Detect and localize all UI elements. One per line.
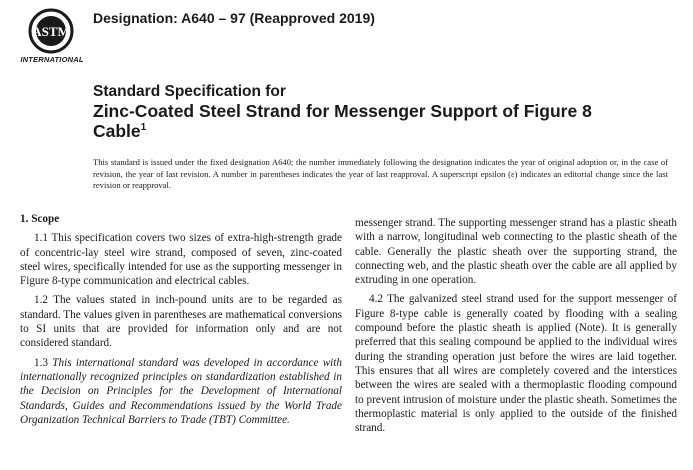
paragraph-continued: messenger strand. The supporting messenger strand has a plastic sheath with a narrow, longitudinal web connecting to the plastic sheath of the cable. Generally the plastic sheath over the supporting strand, the connecting web, and the plastic sheath over the cable are all applied by extruding in one operation.: [355, 217, 677, 287]
paragraph-1-3-number: 1.3: [34, 356, 48, 369]
paragraph-1-3-text: This international standard was developed in accordance with internationally recognized principles on standardization established in the Decision on Principles for the Development of International Standards, Guides and Recommendations issued by the World Trade Organization Technical Barriers to Trade (TBT) Committee.: [20, 356, 342, 426]
title-line-3-text: Cable: [93, 121, 141, 141]
footnote-mark[interactable]: 1: [140, 122, 147, 134]
title-line-1: Standard Specification for: [93, 83, 286, 100]
section-heading-scope: 1. Scope: [20, 213, 60, 225]
standard-notice: This standard is issued under the fixed designation A640; the number immediately following the designation indicates the year of original adoption or, in the case of revision, the year of last revision. A number in parentheses indicates the year of last reapproval. A superscript epsilon (ε) indicates an editorial change since the last revision or reapproval.: [93, 157, 668, 190]
title-line-3: [93, 121, 653, 141]
logo-text: ASTM: [32, 24, 70, 39]
title-line-2: Zinc-Coated Steel Strand for Messenger Support of Figure 8: [93, 101, 592, 121]
logo-caption: INTERNATIONAL: [20, 55, 84, 64]
astm-logo: [20, 8, 88, 64]
right-column: [355, 216, 677, 440]
paragraph-4-2: 4.2 The galvanized steel strand used for the support messenger of Figure 8-type cable is generally coated by flooding with a sealing compound before the plastic sheath is applied (Note). It is generally preferred that this sealing compound be applied to the individual wires during the stranding operation just before the wires are laid together. This ensures that all wires are completely covered and the interstices between the wires are sealed with a thermoplastic flooding compound to prevent intrusion of moisture under the plastic sheath. Sometimes the thermoplastic material is only applied to the outside of the finished strand.: [355, 293, 677, 435]
paragraph-1-1: 1.1 This specification covers two sizes of extra-high-strength grade of concentric-lay steel wire strand, composed of seven, zinc-coated steel wires, specifically intended for use as the supporting messenger in Figure 8-type communication and electrical cables.: [20, 232, 342, 288]
designation: Designation: A640 – 97 (Reapproved 2019): [93, 10, 375, 26]
left-column: [20, 212, 342, 432]
paragraph-1-3: [20, 356, 342, 427]
paragraph-1-2: 1.2 The values stated in inch-pound units are to be regarded as standard. The values given in parentheses are mathematical conversions to SI units that are provided for information only and are not considered standard.: [20, 294, 342, 350]
astm-logo-icon: [20, 8, 82, 54]
title-block: [93, 82, 653, 141]
